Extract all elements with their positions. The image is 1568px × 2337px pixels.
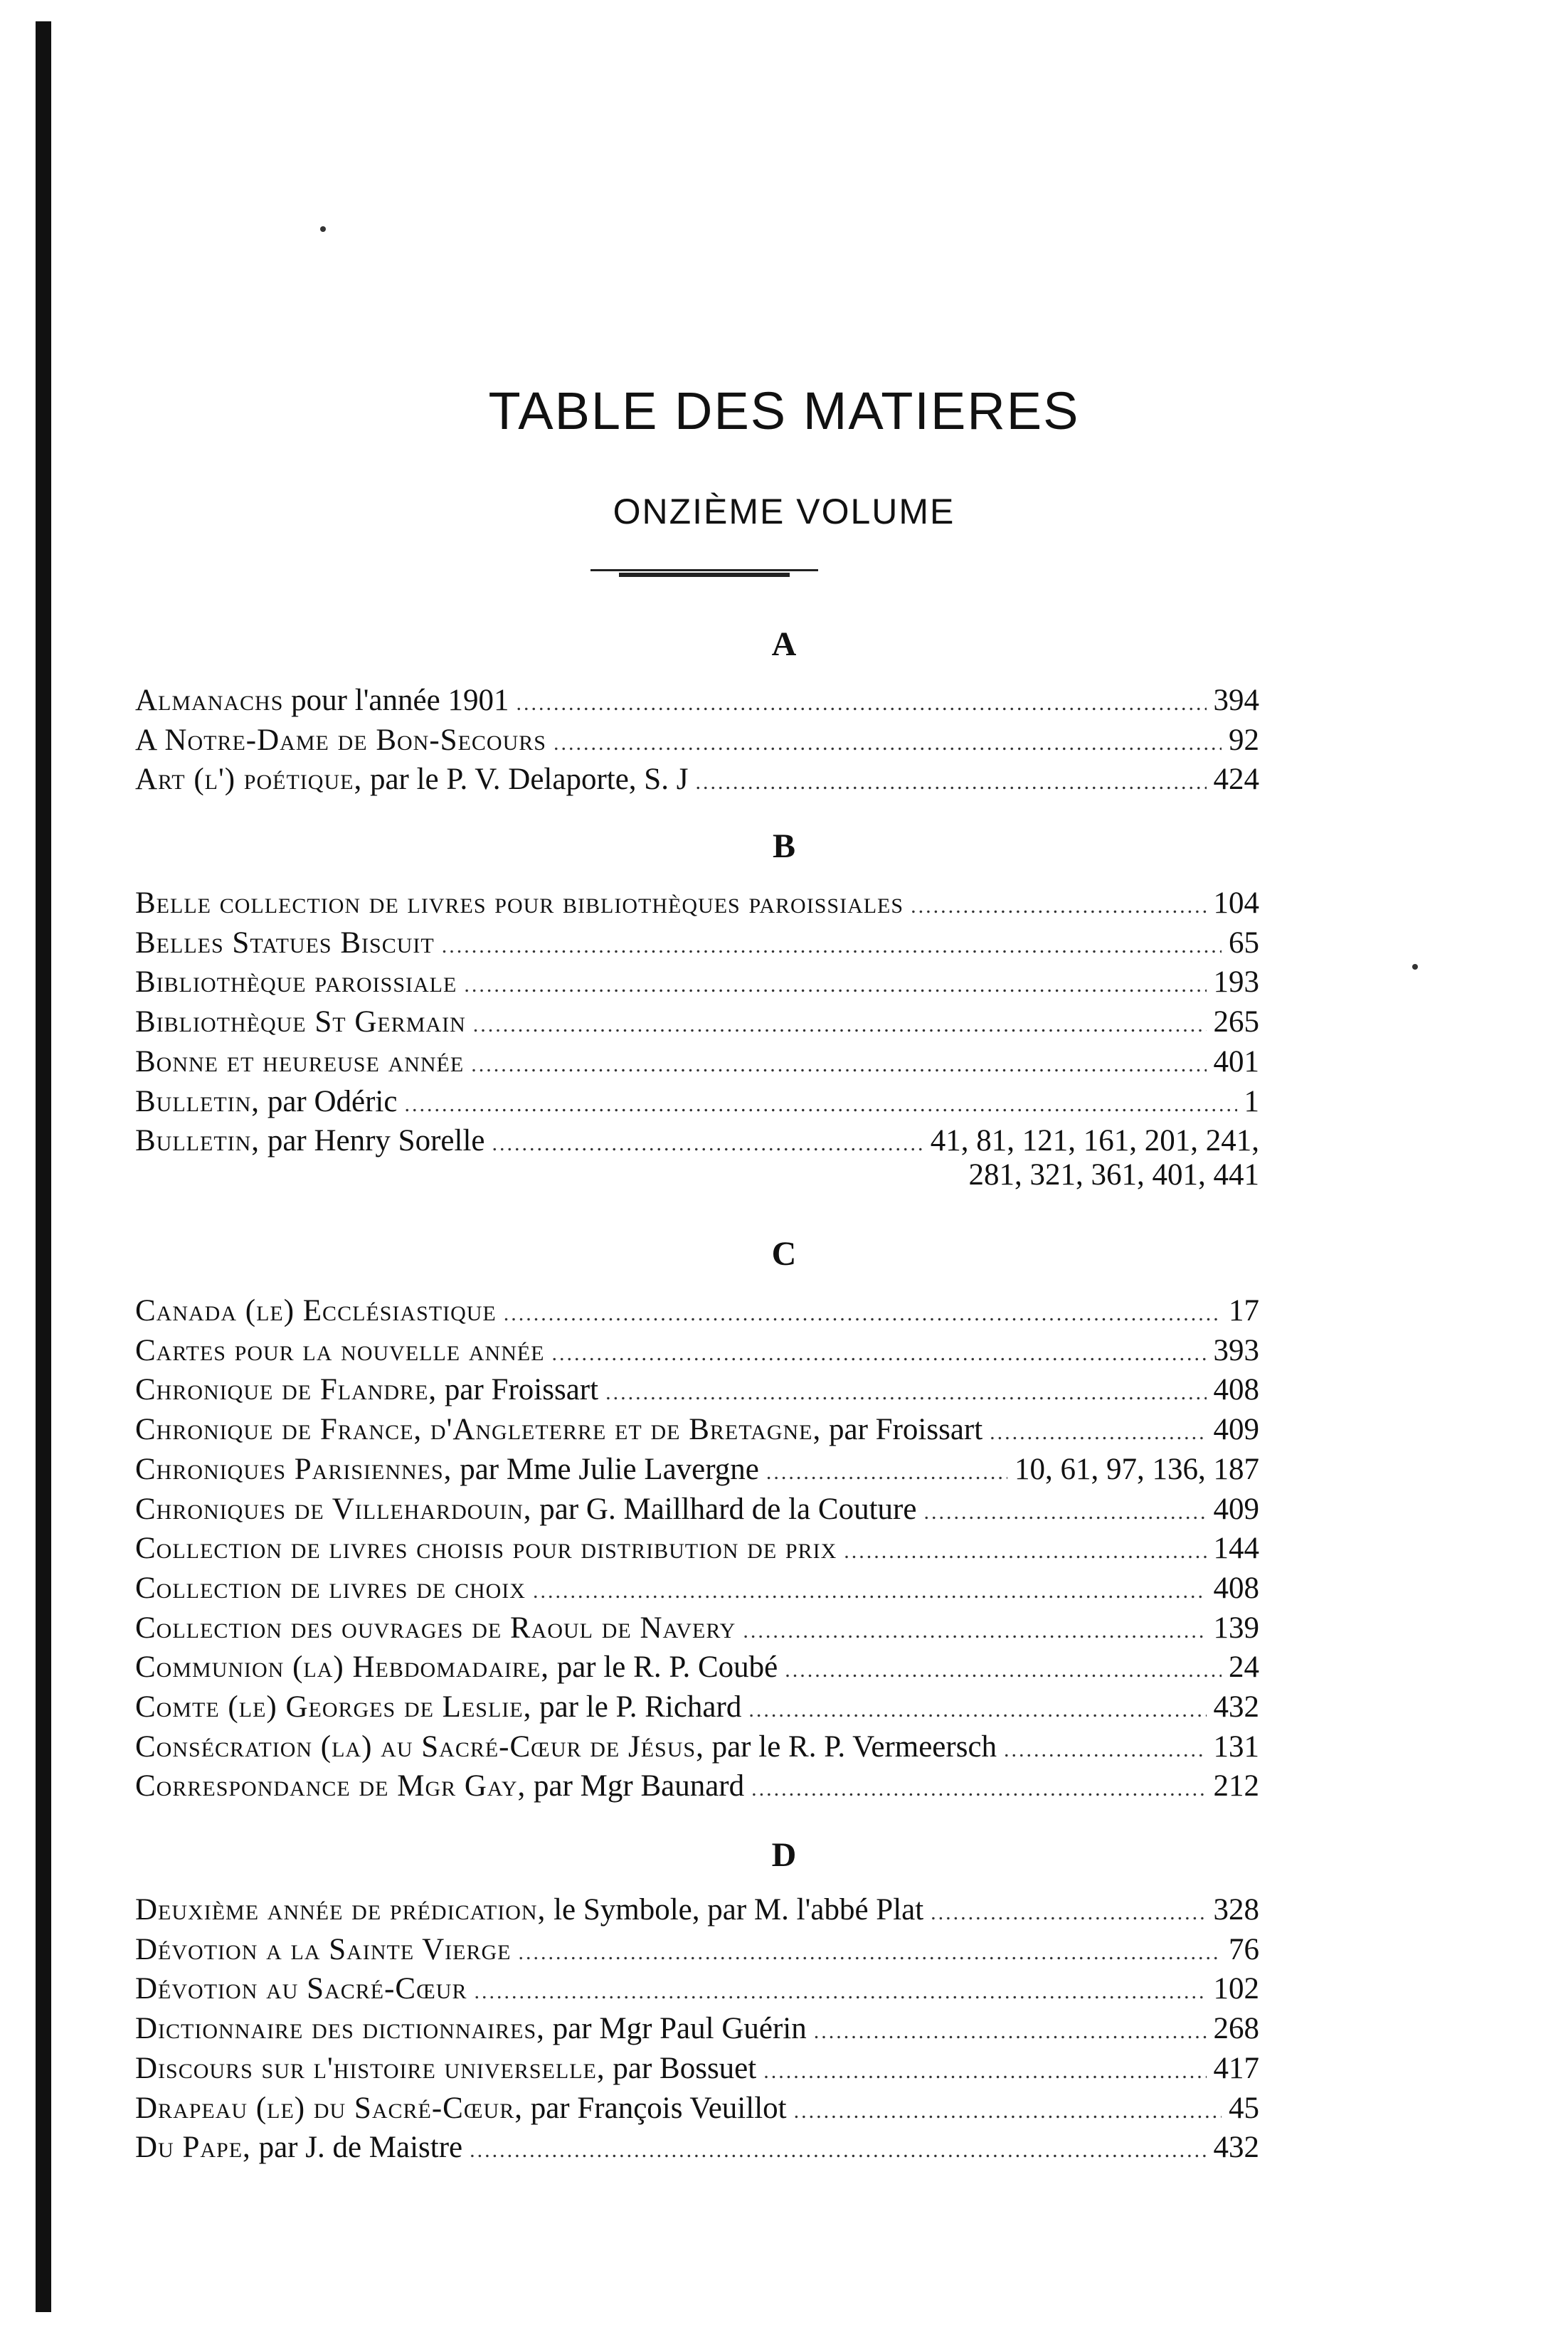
toc-entry-title: Correspondance de Mgr Gay, par Mgr Baunard [135, 1769, 745, 1803]
toc-entry-title: Du Pape, par J. de Maistre [135, 2131, 463, 2165]
toc-entry-title: Deuxième année de prédication, le Symbole, par M. l'abbé Plat [135, 1893, 924, 1927]
toc-entry [135, 965, 1259, 1007]
title-rule-thick [619, 573, 790, 577]
toc-entry-page: 65 [1229, 926, 1259, 960]
toc-entry [135, 2091, 1259, 2134]
leader-dots [470, 2139, 1206, 2163]
toc-entry [135, 1571, 1259, 1613]
toc-entry [135, 1650, 1259, 1692]
toc-entry [135, 2051, 1259, 2094]
toc-entry [135, 2011, 1259, 2054]
toc-entry-title: Chroniques Parisiennes, par Mme Julie Lavergne [135, 1452, 759, 1486]
toc-entry-title: Chroniques de Villehardouin, par G. Maillhard de la Couture [135, 1492, 917, 1526]
toc-entry-page: 139 [1213, 1611, 1259, 1645]
leader-dots [923, 1500, 1206, 1525]
leader-dots [533, 1579, 1207, 1604]
toc-entry [135, 926, 1259, 968]
leader-dots [474, 1980, 1206, 2004]
leader-dots [766, 1461, 1007, 1485]
toc-entry [135, 1333, 1259, 1376]
toc-entry [135, 1729, 1259, 1772]
toc-entry-page: 265 [1213, 1005, 1259, 1039]
toc-entry-page: 409 [1213, 1413, 1259, 1447]
toc-entry [135, 1005, 1259, 1047]
toc-entry-page: 417 [1213, 2051, 1259, 2085]
page-spine-shadow [36, 21, 51, 2312]
toc-entry [135, 683, 1259, 726]
leader-dots [464, 973, 1206, 997]
section-letter: D [771, 1836, 797, 1874]
toc-entry-title: Collection de livres de choix [135, 1571, 526, 1605]
leader-dots [473, 1013, 1207, 1037]
toc-entry-page: 76 [1229, 1932, 1259, 1966]
toc-entry-title: Discours sur l'histoire universelle, par Bossuet [135, 2051, 757, 2085]
leader-dots [471, 1053, 1206, 1077]
leader-dots [751, 1777, 1206, 1801]
leader-dots [442, 934, 1222, 958]
toc-entry [135, 2130, 1259, 2173]
toc-entry [135, 1293, 1259, 1336]
toc-entry-title: Bibliothèque St Germain [135, 1005, 466, 1039]
toc-entry-page: 10, 61, 97, 136, 187 [1015, 1452, 1259, 1486]
toc-entry-title: Belle collection de livres pour bibliothèques paroissiales [135, 886, 904, 920]
toc-entry [135, 886, 1259, 928]
toc-entry-page: 393 [1213, 1333, 1259, 1367]
toc-entry [135, 1531, 1259, 1574]
section-letter: A [771, 625, 797, 663]
page-title: TABLE DES MATIERES [488, 381, 1080, 440]
toc-entry-title: Collection des ouvrages de Raoul de Navery [135, 1611, 736, 1645]
leader-dots [785, 1658, 1222, 1682]
toc-entry-page: 394 [1213, 684, 1259, 717]
toc-entry-title: Dévotion au Sacré-Cœur [135, 1972, 467, 2006]
toc-entry-page: 17 [1229, 1294, 1259, 1328]
toc-entry-page: 102 [1213, 1972, 1259, 2006]
toc-entry-title: Bulletin, par Henry Sorelle [135, 1124, 485, 1158]
toc-entry-page: 401 [1213, 1044, 1259, 1079]
toc-entry [135, 1492, 1259, 1535]
leader-dots [794, 2099, 1222, 2124]
toc-entry-page: 92 [1229, 723, 1259, 757]
toc-entry [135, 1611, 1259, 1653]
toc-entry [135, 1892, 1259, 1935]
toc-entry-title: Chronique de France, d'Angleterre et de Bretagne, par Froissart [135, 1413, 983, 1447]
section-letter: C [771, 1235, 797, 1273]
toc-entry-title: Bibliothèque paroissiale [135, 965, 457, 1000]
leader-dots [931, 1901, 1206, 1925]
leader-dots [844, 1540, 1206, 1564]
toc-entry-title: Comte (le) Georges de Leslie, par le P. Richard [135, 1690, 742, 1724]
section-letter: B [772, 827, 795, 865]
leader-dots [990, 1421, 1206, 1445]
toc-entry [135, 1084, 1259, 1127]
toc-entry-title: Chronique de Flandre, par Froissart [135, 1373, 599, 1407]
toc-entry-page: 408 [1213, 1571, 1259, 1605]
toc-entry-title: Canada (le) Ecclésiastique [135, 1294, 497, 1328]
leader-dots [763, 2060, 1206, 2084]
toc-entry-page: 24 [1229, 1650, 1259, 1685]
toc-entry-page: 432 [1213, 1690, 1259, 1724]
toc-entry [135, 1690, 1259, 1732]
toc-entry-page: 212 [1213, 1769, 1259, 1803]
leader-dots [748, 1698, 1206, 1722]
toc-entry-page: 131 [1213, 1729, 1259, 1764]
toc-entry [135, 1971, 1259, 2014]
toc-entry-title: Bulletin, par Odéric [135, 1084, 398, 1118]
leader-dots [519, 1941, 1222, 1965]
toc-entry-page: 409 [1213, 1492, 1259, 1526]
ink-speck [1412, 964, 1418, 970]
toc-entry [135, 1932, 1259, 1975]
toc-entry-title: Art (l') poétique, par le P. V. Delaporte, S. J [135, 763, 689, 797]
leader-dots [552, 1342, 1207, 1366]
toc-entry-page: 268 [1213, 2012, 1259, 2046]
leader-dots [404, 1093, 1236, 1117]
toc-entry-page: 432 [1213, 2131, 1259, 2165]
leader-dots [516, 691, 1206, 716]
toc-entry [135, 1769, 1259, 1811]
toc-entry-page: 41, 81, 121, 161, 201, 241, [930, 1124, 1259, 1158]
toc-entry [135, 723, 1259, 765]
toc-entry [135, 1044, 1259, 1087]
page-subtitle: ONZIÈME VOLUME [613, 492, 955, 531]
toc-entry-title: Communion (la) Hebdomadaire, par le R. P. Coubé [135, 1650, 778, 1685]
toc-entry-title: Consécration (la) au Sacré-Cœur de Jésus, par le R. P. Vermeersch [135, 1729, 997, 1764]
leader-dots [1004, 1738, 1206, 1762]
toc-entry-page: 328 [1213, 1893, 1259, 1927]
toc-entry-title: Drapeau (le) du Sacré-Cœur, par François Veuillot [135, 2091, 787, 2125]
leader-dots [743, 1619, 1206, 1643]
leader-dots [911, 894, 1206, 918]
toc-entry-page: 424 [1213, 763, 1259, 797]
toc-entry-title: Dévotion a la Sainte Vierge [135, 1932, 512, 1966]
toc-entry-title: Dictionnaire des dictionnaires, par Mgr Paul Guérin [135, 2012, 807, 2046]
toc-entry-title: A Notre-Dame de Bon-Secours [135, 723, 546, 757]
leader-dots [814, 2020, 1207, 2044]
toc-entry [135, 1452, 1259, 1495]
toc-entry-page: 144 [1213, 1532, 1259, 1566]
leader-dots [504, 1302, 1222, 1326]
leader-dots [553, 731, 1222, 756]
toc-entry-page: 408 [1213, 1373, 1259, 1407]
toc-entry-title: Bonne et heureuse année [135, 1044, 465, 1079]
toc-entry [135, 1372, 1259, 1415]
toc-entry [135, 1412, 1259, 1455]
toc-entry-page: 1 [1244, 1084, 1259, 1118]
toc-entry-page: 193 [1213, 965, 1259, 1000]
leader-dots [492, 1132, 923, 1156]
ink-speck [320, 226, 326, 232]
toc-entry-page: 45 [1229, 2091, 1259, 2125]
toc-entry-page-continuation: 281, 321, 361, 401, 441 [968, 1157, 1259, 1192]
toc-entry-page: 104 [1213, 886, 1259, 920]
title-rule [590, 569, 818, 571]
toc-entry [135, 762, 1259, 805]
toc-entry-title: Belles Statues Biscuit [135, 926, 435, 960]
leader-dots [605, 1381, 1206, 1405]
toc-entry-title: Almanachs pour l'année 1901 [135, 684, 509, 717]
leader-dots [695, 770, 1206, 795]
toc-entry-title: Collection de livres choisis pour distribution de prix [135, 1532, 837, 1566]
toc-entry-title: Cartes pour la nouvelle année [135, 1333, 545, 1367]
